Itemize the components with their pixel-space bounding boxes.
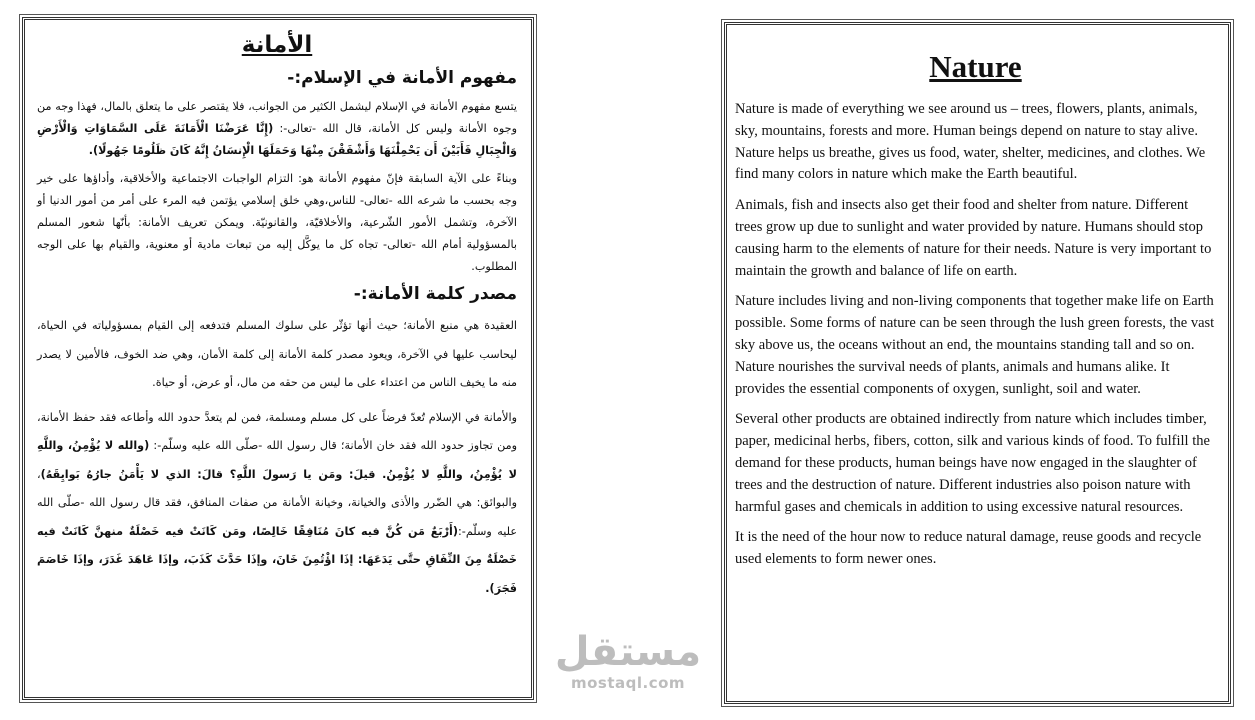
arabic-section2-paragraph2: [37, 404, 517, 604]
english-document-page: [724, 22, 1231, 704]
english-content: [727, 49, 1228, 571]
english-paragraph: Several other products are obtained indirectly from nature which includes timber, paper, medicinal herbs, fibers, cotton, silk and various kinds of food. To fulfill the demand for these products, human beings have now engaged in the slaughter of trees and the destruction of nature. Different industries also poison nature with harmful gases and chemicals in addition to using excessive natural resources.: [735, 411, 1210, 515]
arabic-hadith-quote2: (أَرْبَعٌ مَن كُنَّ فيه كانَ مُنَافِقًا خَالِصًا، ومَن كَانَتْ فيه خَصْلَةٌ منهنَّ كَانَتْ فيه خَصْلَةٌ مِنَ النِّفَاقِ حتَّى يَدَعَهَا: إذَا اؤْتُمِنَ خَانَ، وإذَا حَدَّثَ كَذَبَ، وإذَا عَاهَدَ غَدَرَ، وإذَا خَاصَمَ فَجَرَ).: [37, 524, 517, 595]
arabic-section1-paragraph2: وبناءً على الآية السابقة فإنّ مفهوم الأمانة هو: التزام الواجبات الاجتماعية والأخلاقية، وأداؤها على خير وجه بحسب ما شرعه الله -تعالى- للناس،وهي خلق إسلامي يؤتمن فيه المرء على أمر من أمور الدنيا أو الآخرة، وتشمل الأمور الشّرعية، والأخلاقيّة، والقانونيّة. ويمكن تعريف الأمانة: بأنّها شعور المسلم بالمسؤولية أمام الله -تعالى- تجاه كل ما يوكَّل إليه من تبعات مادية أو معنوية، والقيام بها على الوجه المطلوب.: [37, 172, 517, 273]
arabic-document-page: [22, 17, 534, 700]
watermark-url-text: mostaql.com: [570, 674, 686, 692]
arabic-section2-heading: مصدر كلمة الأمانة:-: [353, 284, 517, 304]
english-paragraph: Nature includes living and non-living components that together make life on Earth possible. Some forms of nature can be seen through the lush green forests, the vast sky above us, the oceans without an end, the mountains standing tall and so on. Nature nourishes the survival needs of plants, animals and humans alike. It provides the essential components of oxygen, sunlight, soil and water.: [735, 293, 1215, 397]
watermark-logo-text: مستقل: [554, 629, 702, 675]
arabic-section1-paragraph1: [37, 96, 517, 162]
arabic-section2-paragraph2-tail: ، والبوائق: هي الضّرر والأذى والخيانة، وخيانة الأمانة من صفات المنافق، فقد قال رسول الله -صلّى الله عليه وسلّم-:: [37, 467, 517, 538]
arabic-section1-heading: مفهوم الأمانة في الإسلام:-: [287, 68, 517, 88]
english-page-title: Nature: [929, 49, 1022, 84]
arabic-hadith-quote1: (والله لا يُؤْمِنُ، واللَّهِ لا يُؤْمِنُ، واللَّهِ لا يُؤْمِنُ. قيلَ: ومَن يا رَسولَ اللَّهِ؟ قالَ: الذي لا يَأْمَنُ جارُهُ بَوايِقَهُ): [37, 439, 517, 481]
english-paragraph: It is the need of the hour now to reduce natural damage, reuse goods and recycle used elements to form newer ones.: [735, 529, 1202, 568]
arabic-page-title: الأمانة: [241, 32, 313, 58]
english-paragraph: Nature is made of everything we see around us – trees, flowers, plants, animals, sky, mountains, forests and more. Human beings depend on nature to stay alive. Nature helps us breathe, gives us food, water, shelter, medicines, and clothes. We find many colors in nature which make the Earth beautiful.: [735, 101, 1206, 183]
arabic-content: [25, 20, 531, 603]
arabic-section1-quran-quote: (إِنَّا عَرَضْنَا الْأَمَانَةَ عَلَى السَّمَاوَاتِ وَالْأَرْضِ وَالْجِبَالِ فَأَبَيْنَ أَن يَحْمِلْنَهَا وَأَشْفَقْنَ مِنْهَا وَحَمَلَهَا الْإِنسَانُ إِنَّهُ كَانَ ظَلُومًا جَهُولًا).: [37, 122, 517, 157]
english-paragraph: Animals, fish and insects also get their food and shelter from nature. Different trees grow up due to sunlight and water provided by nature. Humans should stop causing harm to the elements of nature for their needs. Nature is very important to maintain the growth and balance of life on earth.: [735, 197, 1212, 279]
arabic-section1-paragraph1-text: يتسع مفهوم الأمانة في الإسلام ليشمل الكثير من الجوانب، فلا يقتصر على ما يتعلق بالمال، فهذا وجه من وجوه الأمانة وليس كل الأمانة، قال الله -تعالى-:: [37, 100, 517, 135]
watermark-logo: [548, 630, 708, 710]
arabic-section2-paragraph2-text: والأمانة في الإسلام تُعدّ فرضاً على كل مسلم ومسلمة، فمن لم يتعدَّ حدود الله وأطاعه فقد حفظ الأمانة، ومن تجاوز حدود الله فقد خان الأمانة؛ قال رسول الله -صلّى الله عليه وسلّم-:: [37, 410, 517, 452]
arabic-section2-paragraph1: العقيدة هي منبع الأمانة؛ حيث أنها تؤثّر على سلوك المسلم فتدفعه إلى القيام بمسؤولياته في الحياة، ليحاسب عليها في الآخرة، ويعود مصدر كلمة الأمانة إلى كلمة الأمان، وهي ضد الخوف، فالأمين لا يصدر منه ما يخيف الناس من اعتداء على ما ليس من حقه من مال، أو عرض، أو حياة.: [37, 319, 517, 389]
